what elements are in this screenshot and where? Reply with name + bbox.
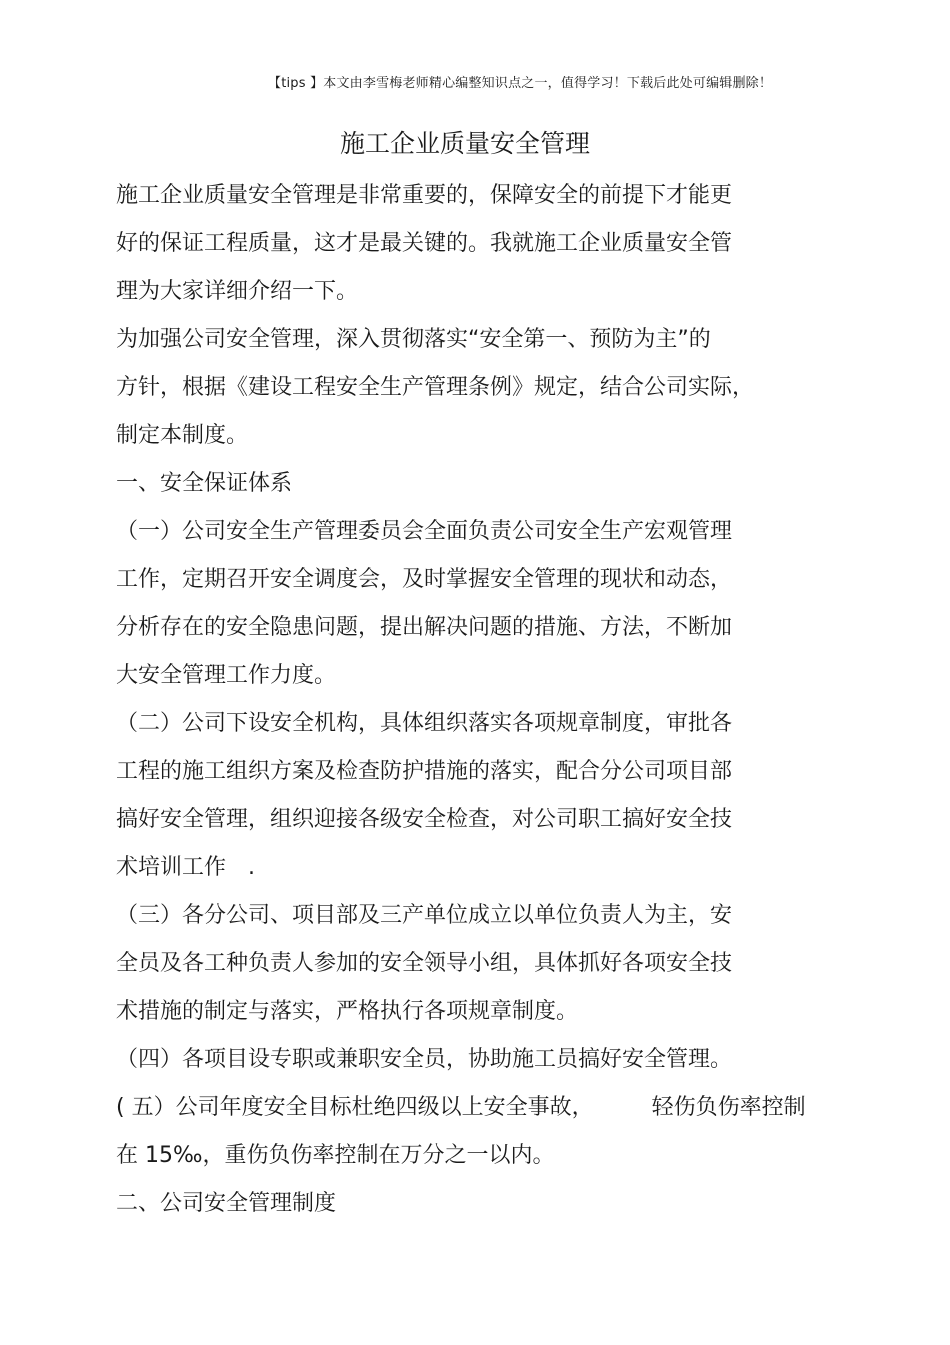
paragraph-line: （四）各项目设专职或兼职安全员，协助施工员搞好安全管理。 bbox=[116, 1047, 733, 1072]
paragraph-line-head: ( 五）公司年度安全目标杜绝四级以上安全事故， bbox=[116, 1095, 594, 1120]
paragraph-line-split bbox=[116, 1093, 806, 1123]
paragraph-line: 分析存在的安全隐患问题，提出解决问题的措施、方法，不断加 bbox=[116, 615, 733, 640]
paragraph-line: 搞好安全管理，组织迎接各级安全检查，对公司职工搞好安全技 bbox=[116, 807, 733, 832]
paragraph-line: 工程的施工组织方案及检查防护措施的落实，配合分公司项目部 bbox=[116, 759, 733, 784]
document-title: 施工企业质量安全管理 bbox=[339, 129, 590, 158]
paragraph-line: 制定本制度。 bbox=[116, 423, 249, 448]
header-tip: 【tips 】本文由李雪梅老师精心编整知识点之一，值得学习！下载后此处可编辑删除！ bbox=[268, 76, 773, 91]
paragraph-line-tail: 轻伤负伤率控制 bbox=[651, 1095, 806, 1120]
paragraph-line: 大安全管理工作力度。 bbox=[116, 663, 337, 688]
paragraph-line: 施工企业质量安全管理是非常重要的，保障安全的前提下才能更 bbox=[116, 183, 733, 208]
paragraph-line: 方针，根据《建设工程安全生产管理条例》规定，结合公司实际， bbox=[116, 375, 755, 400]
section-heading-2: 二、公司安全管理制度 bbox=[116, 1191, 337, 1216]
paragraph-line: 术措施的制定与落实，严格执行各项规章制度。 bbox=[116, 999, 579, 1024]
paragraph-line: （一）公司安全生产管理委员会全面负责公司安全生产宏观管理 bbox=[116, 519, 733, 544]
paragraph-line: （二）公司下设安全机构，具体组织落实各项规章制度，审批各 bbox=[116, 711, 733, 736]
paragraph-line: 好的保证工程质量，这才是最关键的。我就施工企业质量安全管 bbox=[116, 231, 733, 256]
paragraph-line: 为加强公司安全管理，深入贯彻落实“安全第一、预防为主”的 bbox=[116, 327, 711, 352]
paragraph-line: 在 15‰，重伤负伤率控制在万分之一以内。 bbox=[116, 1143, 555, 1168]
paragraph-line: 工作，定期召开安全调度会，及时掌握安全管理的现状和动态， bbox=[116, 567, 733, 592]
paragraph-line: （三）各分公司、项目部及三产单位成立以单位负责人为主，安 bbox=[116, 903, 733, 928]
paragraph-line: 术培训工作 . bbox=[116, 855, 255, 880]
paragraph-line: 理为大家详细介绍一下。 bbox=[116, 279, 359, 304]
paragraph-line: 全员及各工种负责人参加的安全领导小组，具体抓好各项安全技 bbox=[116, 951, 733, 976]
section-heading-1: 一、安全保证体系 bbox=[116, 471, 293, 496]
